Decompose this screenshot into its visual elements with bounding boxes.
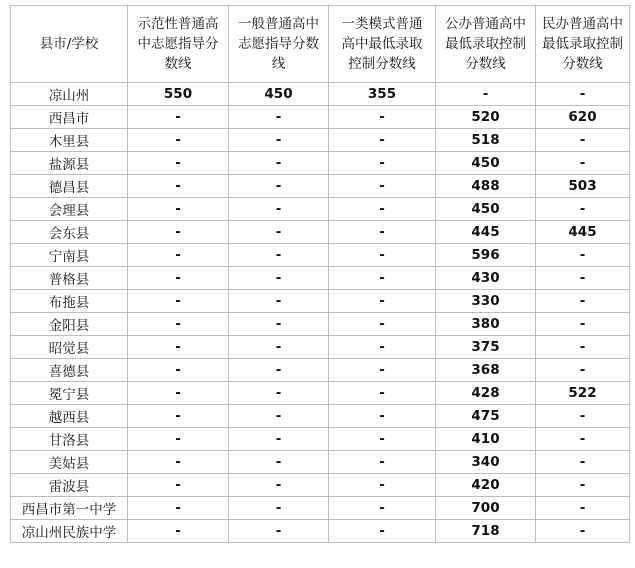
header-model-school-line: 示范性普通高中志愿指导分数线: [128, 6, 229, 83]
cell-row-name: 西昌市: [11, 106, 128, 129]
cell-model-school-line: -: [128, 474, 229, 497]
cell-private-school-line: 522: [536, 382, 630, 405]
cell-row-name: 会东县: [11, 221, 128, 244]
cell-general-school-line: -: [229, 244, 329, 267]
cell-general-school-line: 450: [229, 83, 329, 106]
cell-model-school-line: -: [128, 451, 229, 474]
cell-public-school-line: 475: [436, 405, 536, 428]
table-row: [11, 405, 630, 428]
cell-model-school-line: -: [128, 428, 229, 451]
table-row: [11, 290, 630, 313]
table-row: [11, 382, 630, 405]
cell-public-school-line: 410: [436, 428, 536, 451]
cell-model-school-line: -: [128, 244, 229, 267]
table-row: [11, 198, 630, 221]
table-row: [11, 175, 630, 198]
cell-model-school-line: -: [128, 221, 229, 244]
cell-row-name: 昭觉县: [11, 336, 128, 359]
cell-private-school-line: -: [536, 83, 630, 106]
cell-model-school-line: -: [128, 313, 229, 336]
cell-class-one-model-line: 355: [329, 83, 436, 106]
cell-class-one-model-line: -: [329, 313, 436, 336]
cell-general-school-line: -: [229, 198, 329, 221]
table-row: [11, 520, 630, 543]
cell-row-name: 木里县: [11, 129, 128, 152]
cell-row-name: 冕宁县: [11, 382, 128, 405]
cell-model-school-line: -: [128, 267, 229, 290]
cell-class-one-model-line: -: [329, 474, 436, 497]
cell-class-one-model-line: -: [329, 520, 436, 543]
table-row: [11, 313, 630, 336]
table-row: [11, 428, 630, 451]
cell-general-school-line: -: [229, 152, 329, 175]
cell-public-school-line: 380: [436, 313, 536, 336]
cell-row-name: 宁南县: [11, 244, 128, 267]
cell-model-school-line: -: [128, 106, 229, 129]
cell-row-name: 凉山州民族中学: [11, 520, 128, 543]
cell-public-school-line: 368: [436, 359, 536, 382]
cell-row-name: 甘洛县: [11, 428, 128, 451]
cell-class-one-model-line: -: [329, 451, 436, 474]
cell-public-school-line: 428: [436, 382, 536, 405]
cell-model-school-line: -: [128, 152, 229, 175]
table-header-row: [11, 6, 630, 83]
cell-row-name: 盐源县: [11, 152, 128, 175]
cell-class-one-model-line: -: [329, 244, 436, 267]
cell-model-school-line: -: [128, 359, 229, 382]
table-row: [11, 244, 630, 267]
cell-row-name: 喜德县: [11, 359, 128, 382]
cell-general-school-line: -: [229, 313, 329, 336]
cell-private-school-line: -: [536, 474, 630, 497]
cell-row-name: 美姑县: [11, 451, 128, 474]
table-body: [11, 83, 630, 543]
cell-public-school-line: 430: [436, 267, 536, 290]
table-row: [11, 152, 630, 175]
score-table: [10, 5, 630, 543]
cell-model-school-line: -: [128, 198, 229, 221]
cell-general-school-line: -: [229, 129, 329, 152]
cell-row-name: 金阳县: [11, 313, 128, 336]
cell-row-name: 会理县: [11, 198, 128, 221]
cell-public-school-line: 375: [436, 336, 536, 359]
cell-public-school-line: 330: [436, 290, 536, 313]
table-row: [11, 451, 630, 474]
cell-class-one-model-line: -: [329, 221, 436, 244]
cell-class-one-model-line: -: [329, 198, 436, 221]
cell-row-name: 普格县: [11, 267, 128, 290]
cell-class-one-model-line: -: [329, 359, 436, 382]
cell-class-one-model-line: -: [329, 106, 436, 129]
cell-general-school-line: -: [229, 175, 329, 198]
cell-private-school-line: -: [536, 336, 630, 359]
cell-private-school-line: -: [536, 359, 630, 382]
cell-public-school-line: 596: [436, 244, 536, 267]
cell-general-school-line: -: [229, 428, 329, 451]
cell-public-school-line: 518: [436, 129, 536, 152]
cell-private-school-line: -: [536, 267, 630, 290]
cell-private-school-line: -: [536, 152, 630, 175]
cell-general-school-line: -: [229, 359, 329, 382]
cell-private-school-line: -: [536, 244, 630, 267]
cell-row-name: 凉山州: [11, 83, 128, 106]
cell-private-school-line: -: [536, 497, 630, 520]
cell-class-one-model-line: -: [329, 428, 436, 451]
table-row: [11, 497, 630, 520]
cell-model-school-line: -: [128, 336, 229, 359]
cell-general-school-line: -: [229, 405, 329, 428]
header-private-school-line: 民办普通高中最低录取控制分数线: [536, 6, 630, 83]
cell-general-school-line: -: [229, 497, 329, 520]
header-public-school-line: 公办普通高中最低录取控制分数线: [436, 6, 536, 83]
cell-model-school-line: 550: [128, 83, 229, 106]
score-table-container: [10, 5, 630, 543]
cell-private-school-line: 445: [536, 221, 630, 244]
cell-model-school-line: -: [128, 175, 229, 198]
cell-private-school-line: 620: [536, 106, 630, 129]
cell-private-school-line: 503: [536, 175, 630, 198]
cell-class-one-model-line: -: [329, 267, 436, 290]
cell-public-school-line: 450: [436, 198, 536, 221]
table-row: [11, 474, 630, 497]
cell-private-school-line: -: [536, 405, 630, 428]
cell-public-school-line: 488: [436, 175, 536, 198]
cell-public-school-line: 340: [436, 451, 536, 474]
cell-row-name: 布拖县: [11, 290, 128, 313]
cell-general-school-line: -: [229, 382, 329, 405]
cell-model-school-line: -: [128, 290, 229, 313]
header-county-school: 县市/学校: [11, 6, 128, 83]
cell-row-name: 西昌市第一中学: [11, 497, 128, 520]
cell-public-school-line: 520: [436, 106, 536, 129]
cell-model-school-line: -: [128, 129, 229, 152]
cell-public-school-line: 700: [436, 497, 536, 520]
cell-model-school-line: -: [128, 382, 229, 405]
cell-general-school-line: -: [229, 267, 329, 290]
cell-model-school-line: -: [128, 520, 229, 543]
cell-private-school-line: -: [536, 129, 630, 152]
cell-public-school-line: 420: [436, 474, 536, 497]
cell-general-school-line: -: [229, 451, 329, 474]
cell-general-school-line: -: [229, 336, 329, 359]
cell-model-school-line: -: [128, 405, 229, 428]
cell-row-name: 越西县: [11, 405, 128, 428]
cell-public-school-line: -: [436, 83, 536, 106]
cell-private-school-line: -: [536, 451, 630, 474]
cell-general-school-line: -: [229, 520, 329, 543]
cell-general-school-line: -: [229, 106, 329, 129]
cell-public-school-line: 445: [436, 221, 536, 244]
cell-general-school-line: -: [229, 221, 329, 244]
cell-class-one-model-line: -: [329, 405, 436, 428]
cell-general-school-line: -: [229, 474, 329, 497]
cell-private-school-line: -: [536, 428, 630, 451]
header-general-school-line: 一般普通高中志愿指导分数线: [229, 6, 329, 83]
cell-private-school-line: -: [536, 520, 630, 543]
cell-private-school-line: -: [536, 198, 630, 221]
cell-class-one-model-line: -: [329, 152, 436, 175]
cell-class-one-model-line: -: [329, 382, 436, 405]
table-row: [11, 336, 630, 359]
cell-private-school-line: -: [536, 290, 630, 313]
cell-public-school-line: 718: [436, 520, 536, 543]
cell-class-one-model-line: -: [329, 336, 436, 359]
cell-model-school-line: -: [128, 497, 229, 520]
table-row: [11, 267, 630, 290]
cell-row-name: 德昌县: [11, 175, 128, 198]
cell-public-school-line: 450: [436, 152, 536, 175]
cell-class-one-model-line: -: [329, 175, 436, 198]
table-row: [11, 359, 630, 382]
cell-class-one-model-line: -: [329, 290, 436, 313]
cell-class-one-model-line: -: [329, 497, 436, 520]
cell-class-one-model-line: -: [329, 129, 436, 152]
table-row: [11, 221, 630, 244]
header-class-one-model-line: 一类模式普通高中最低录取控制分数线: [329, 6, 436, 83]
cell-private-school-line: -: [536, 313, 630, 336]
table-row: [11, 129, 630, 152]
table-row: [11, 106, 630, 129]
cell-general-school-line: -: [229, 290, 329, 313]
table-row: [11, 83, 630, 106]
cell-row-name: 雷波县: [11, 474, 128, 497]
